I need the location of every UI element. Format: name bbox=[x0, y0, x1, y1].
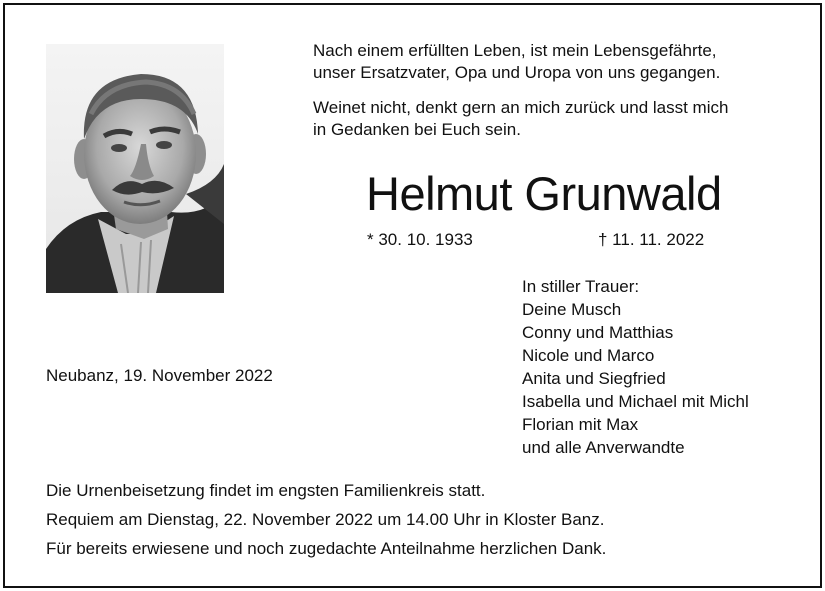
mourners-list bbox=[522, 275, 749, 459]
mourner-item: und alle Anverwandte bbox=[522, 438, 685, 457]
closing-notes bbox=[46, 476, 606, 563]
place-and-date: Neubanz, 19. November 2022 bbox=[46, 366, 273, 385]
intro-text bbox=[313, 40, 728, 154]
mourner-item: Conny und Matthias bbox=[522, 323, 674, 342]
portrait-photo-graphic bbox=[46, 44, 224, 293]
intro-line: Nach einem erfüllten Leben, ist mein Lebensgefährte, bbox=[313, 41, 717, 60]
birth-date: * 30. 10. 1933 bbox=[367, 230, 473, 249]
thanks-note: Für bereits erwiesene und noch zugedachte Anteilnahme herzlichen Dank. bbox=[46, 539, 607, 558]
mourner-item: Florian mit Max bbox=[522, 415, 639, 434]
burial-note: Die Urnenbeisetzung findet im engsten Familienkreis statt. bbox=[46, 481, 486, 500]
mourner-item: Anita und Siegfried bbox=[522, 369, 666, 388]
mourner-item: Isabella und Michael mit Michl bbox=[522, 392, 749, 411]
mourner-item: Nicole und Marco bbox=[522, 346, 655, 365]
portrait-photo bbox=[46, 44, 224, 293]
intro-line: Weinet nicht, denkt gern an mich zurück und lasst mich bbox=[313, 98, 729, 117]
mourner-item: Deine Musch bbox=[522, 300, 622, 319]
mourners-heading: In stiller Trauer: bbox=[522, 277, 640, 296]
deceased-name: Helmut Grunwald bbox=[366, 167, 722, 220]
requiem-note: Requiem am Dienstag, 22. November 2022 um 14.00 Uhr in Kloster Banz. bbox=[46, 510, 605, 529]
intro-paragraph-2 bbox=[313, 97, 728, 141]
death-date: † 11. 11. 2022 bbox=[598, 230, 705, 249]
intro-line: in Gedanken bei Euch sein. bbox=[313, 120, 521, 139]
intro-line: unser Ersatzvater, Opa und Uropa von uns gegangen. bbox=[313, 63, 721, 82]
intro-paragraph-1 bbox=[313, 40, 728, 84]
